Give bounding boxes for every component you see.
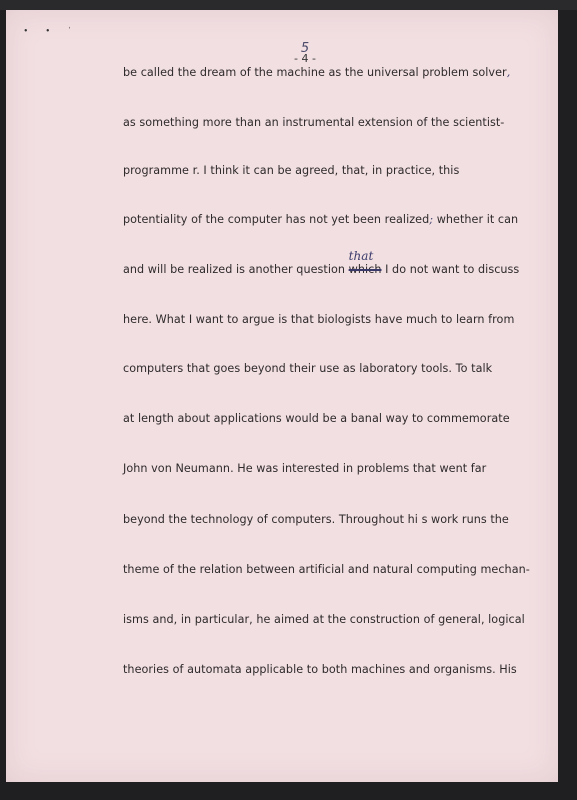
text-line-1: be called the dream of the machine as the universal problem solver, — [123, 66, 511, 79]
handwritten-insertion: that — [348, 249, 374, 263]
text-line-13: theories of automata applicable to both machines and organisms. His — [123, 663, 517, 676]
struck-word: that which — [348, 249, 382, 276]
text-line-3: programme r. I think it can be agreed, that, in practice, this — [123, 164, 460, 177]
handwritten-semicolon: ; — [429, 213, 434, 226]
text-line-4: potentiality of the computer has not yet been realized; whether it can — [123, 213, 519, 226]
document-page — [6, 10, 558, 782]
text-line-9: John von Neumann. He was interested in problems that went far — [123, 462, 487, 475]
text-line-10: beyond the technology of computers. Throughout hi s work runs the — [123, 513, 509, 526]
page-number — [285, 43, 325, 64]
typed-page-number: - 4 - — [294, 52, 316, 65]
text-line-11: theme of the relation between artificial and natural computing mechan- — [123, 563, 530, 576]
text-line-2: as something more than an instrumental extension of the scientist- — [123, 116, 505, 129]
corner-marks: • • ˈ — [24, 26, 80, 37]
text-line-6: here. What I want to argue is that biologists have much to learn from — [123, 313, 515, 326]
text-line-5: and will be realized is another question that which I do not want to discuss — [123, 249, 520, 276]
text-line-8: at length about applications would be a banal way to commemorate — [123, 412, 510, 425]
text-line-12: isms and, in particular, he aimed at the construction of general, logical — [123, 613, 525, 626]
handwritten-page-number: 5 — [300, 41, 310, 56]
text-line-7: computers that goes beyond their use as laboratory tools. To talk — [123, 362, 493, 375]
handwritten-comma: , — [506, 66, 511, 79]
scan-frame — [0, 0, 577, 10]
